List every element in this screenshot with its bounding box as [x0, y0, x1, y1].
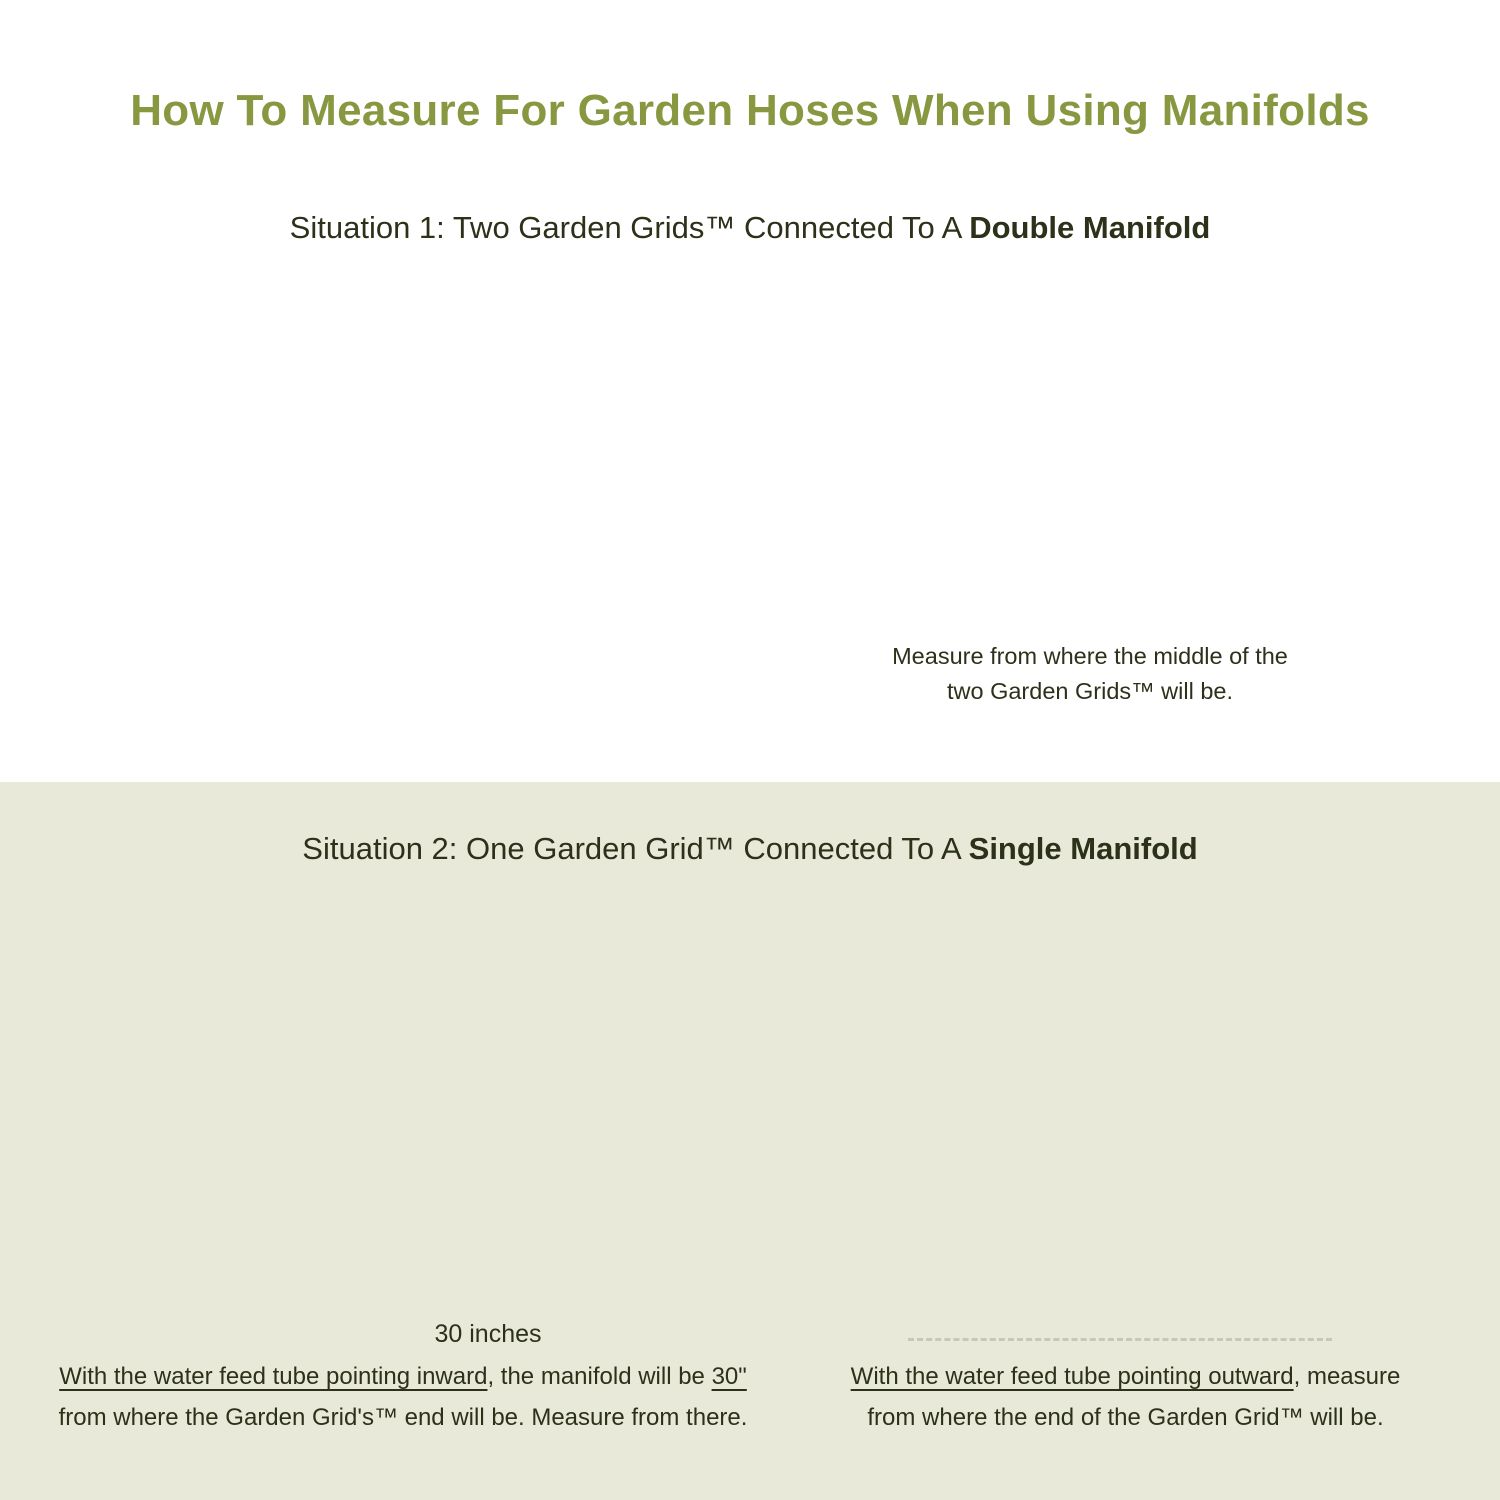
situation2-left-caption [28, 1356, 778, 1438]
left-caption-line-2: from where the Garden Grid's™ end will be. Measure from there. [58, 1404, 748, 1431]
situation2-subtitle [0, 831, 1500, 867]
measurement-label: 30 inches [434, 1320, 542, 1348]
situation2-subtitle-bold: Single Manifold [968, 831, 1198, 866]
right-caption-underline-1: With the water feed tube pointing outward [850, 1363, 1294, 1390]
left-caption-mid: , the manifold will be [487, 1363, 712, 1390]
annotation-line-1: Measure from where the middle of the [892, 643, 1288, 669]
clipped-text-artifact [908, 1338, 1332, 1341]
situation2-subtitle-text: Situation 2: One Garden Grid™ Connected To A [302, 831, 969, 866]
left-caption-underline-1: With the water feed tube pointing inward [59, 1363, 488, 1390]
right-caption-line-1 [798, 1356, 1453, 1397]
situation1-subtitle-text: Situation 1: Two Garden Grids™ Connected To A [289, 210, 970, 245]
annotation-line-2: two Garden Grids™ will be. [946, 678, 1234, 704]
page-title: How To Measure For Garden Hoses When Using Manifolds [130, 86, 1370, 135]
right-caption-line-2: from where the end of the Garden Grid™ will be. [867, 1404, 1384, 1431]
situation1-subtitle [0, 210, 1500, 246]
left-caption-line-1 [28, 1356, 778, 1397]
right-caption-mid: , measure [1293, 1363, 1401, 1390]
left-caption-underline-2: 30" [711, 1363, 747, 1390]
situation1-subtitle-bold: Double Manifold [969, 210, 1211, 245]
situation2-right-caption [798, 1356, 1453, 1438]
situation1-annotation [860, 639, 1320, 709]
